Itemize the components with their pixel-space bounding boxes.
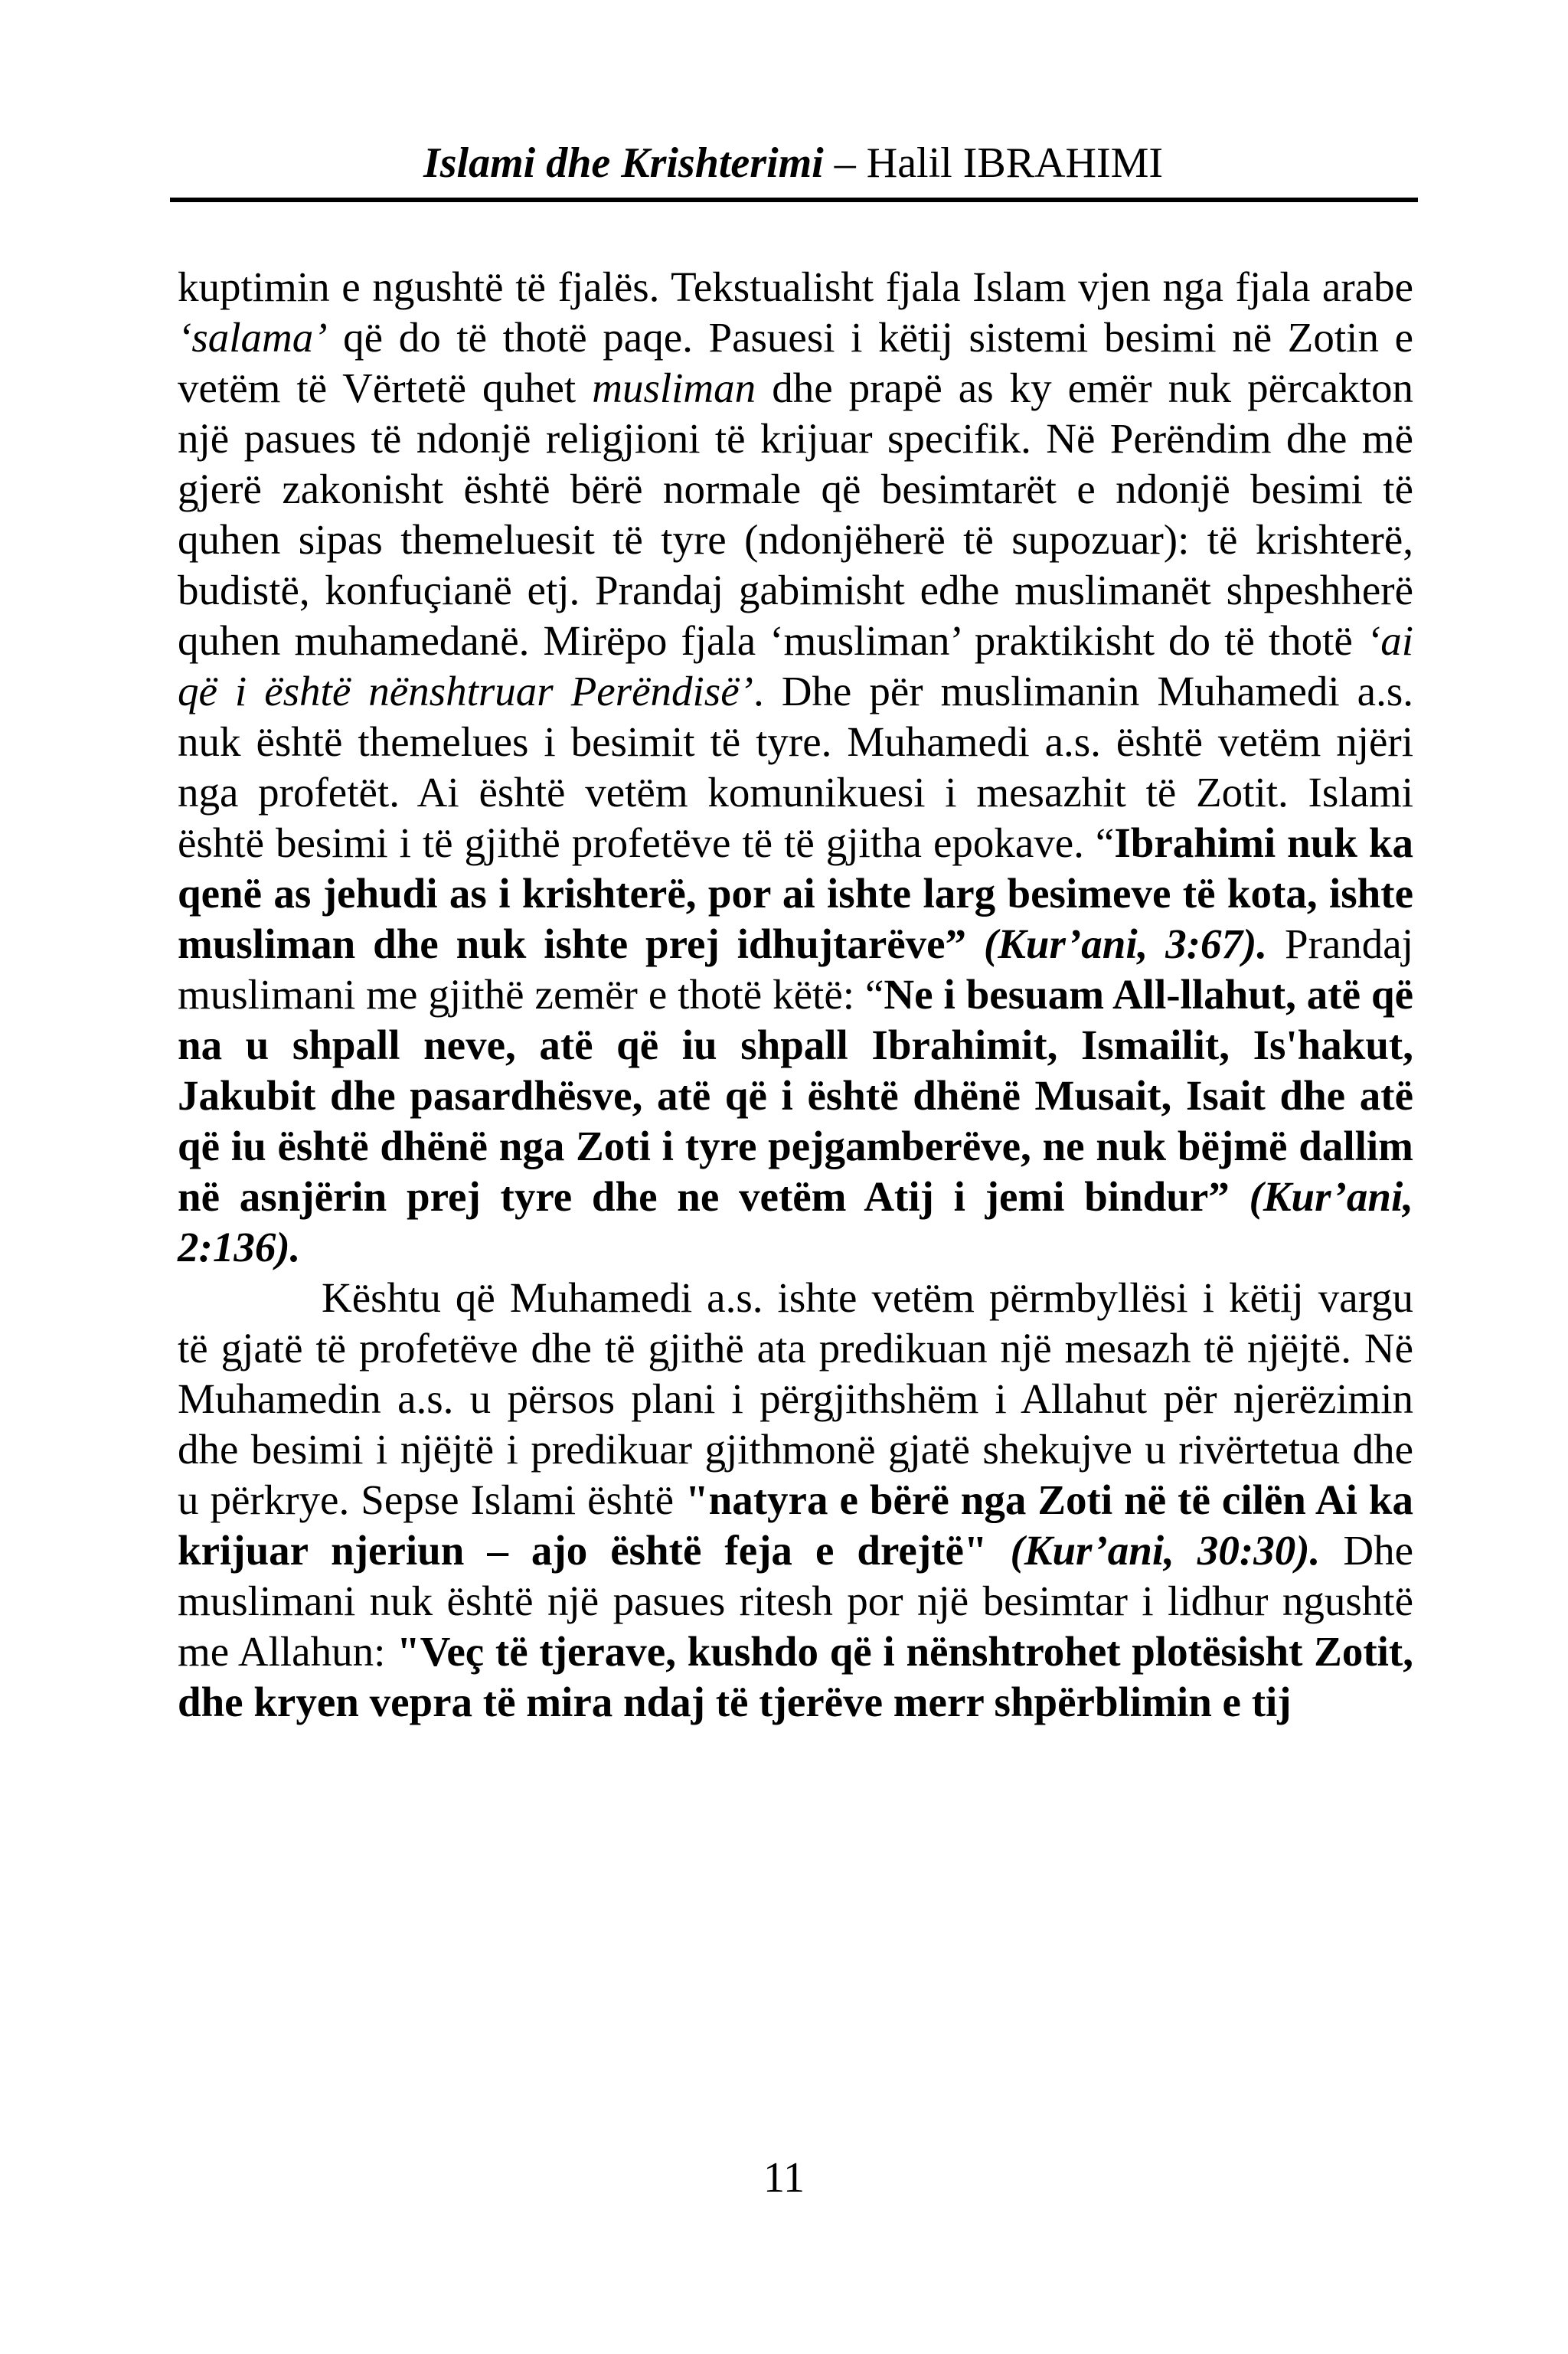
italic-quote: ‘ai që i është nënshtruar Perëndisë’ <box>178 617 1413 714</box>
bold-quote: "Veç të tjerave, kushdo që i nënshtrohet plotësisht Zotit, dhe kryen vepra të mira ndaj të tjerëve merr shpërblimin e tij <box>178 1628 1413 1725</box>
bold-quote: Ibrahimi nuk ka qenë as jehudi as i krishterë, por ai ishte larg besimeve të kota, ishte musliman dhe nuk ishte prej idhujtarëve” <box>178 819 1413 967</box>
text-run: kuptimin e ngushtë të fjalës. Tekstualisht fjala Islam vjen nga fjala arabe <box>178 263 1413 310</box>
text-run: dhe prapë as ky emër nuk përcakton një pasues të ndonjë religjioni të krijuar specifik. Në Perëndim dhe më gjerë zakonisht është bërë normale që besimtarët e ndonjë besimi të quhen sipas themeluesit të tyre (ndonjëherë të supozuar): të krishterë, budistë, konfuçianë etj. Prandaj gabimisht edhe muslimanët shpeshherë quhen muhamedanë. Mirëpo fjala ‘musliman’ praktikisht do të thotë <box>178 365 1414 664</box>
citation: (Kur’ani, 30:30). <box>1010 1527 1321 1574</box>
book-title: Islami dhe Krishterimi <box>423 139 824 187</box>
text-run: . Dhe për muslimanin Muhamedi a.s. nuk është themelues i besimit të tyre. Muhamedi a.s. është vetëm njëri nga profetët. Ai është vetëm komunikuesi i mesazhit të Zotit. Islami është besimi i të gjithë profetëve të të gjitha epokave. “ <box>178 668 1413 866</box>
citation: (Kur’ani, 2:136). <box>178 1173 1414 1270</box>
text-run: Kështu që Muhamedi a.s. ishte vetëm përmbyllësi i këtij vargu të gjatë të profetëve dhe të gjithë ata predikuan një mesazh të njëjtë. Në Muhamedin a.s. u përsos plani i përgjithshëm i Allahut për njerëzimin dhe besimi i njëjtë i predikuar gjithmonë gjatë shekujve u rivërtetua dhe u përkrye. Sepse Islami është <box>178 1274 1413 1523</box>
bold-quote: "natyra e bërë nga Zoti në të cilën Ai ka krijuar njeriun – ajo është feja e drejtë" <box>178 1476 1413 1574</box>
header-separator: – <box>823 139 867 187</box>
author-name: Halil IBRAHIMI <box>866 139 1164 187</box>
header-rule <box>170 198 1418 202</box>
italic-term: ‘salama’ <box>178 314 328 361</box>
page-number: 11 <box>763 2154 805 2202</box>
text-run <box>987 1527 1010 1574</box>
text-run: Prandaj muslimani me gjithë zemër e thotë këtë: “ <box>178 920 1414 1018</box>
italic-term: musliman <box>592 365 756 411</box>
running-header <box>168 136 1418 190</box>
text-run <box>966 920 984 967</box>
citation: (Kur’ani, 3:67). <box>983 920 1268 967</box>
text-run <box>1230 1173 1250 1220</box>
text-run: që do të thotë paqe. Pasuesi i këtij sistemi besimi në Zotin e vetëm të Vërtetë quhet <box>178 314 1413 411</box>
text-run: Dhe muslimani nuk është një pasues ritesh por një besimtar i lidhur ngushtë me Allahun: <box>178 1527 1413 1675</box>
paragraph-1 <box>178 262 1413 1273</box>
page-body <box>178 262 1413 1728</box>
bold-quote: Ne i besuam All-llahut, atë që na u shpall neve, atë që iu shpall Ibrahimit, Ismailit, Is'hakut, Jakubit dhe pasardhësve, atë që i është dhënë Musait, Isait dhe atë që iu është dhënë nga Zoti i tyre pejgamberëve, ne nuk bëjmë dallim në asnjërin prej tyre dhe ne vetëm Atij i jemi bindur” <box>178 971 1413 1220</box>
paragraph-2 <box>178 1273 1413 1728</box>
